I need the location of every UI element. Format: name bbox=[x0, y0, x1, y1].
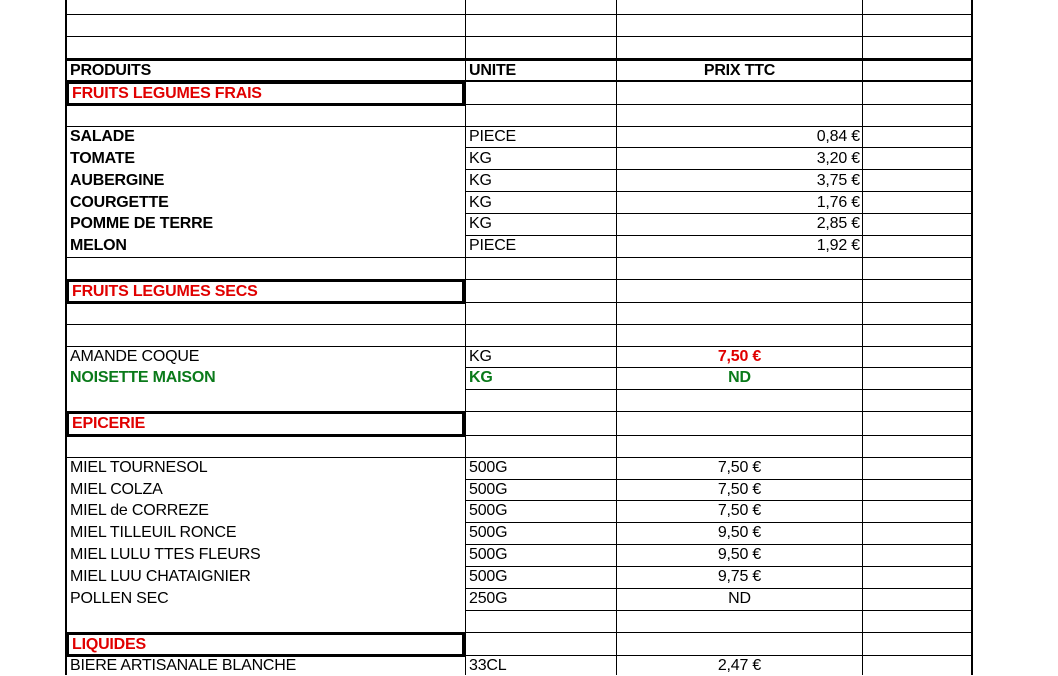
product-price: 2,85 € bbox=[816, 215, 860, 232]
table-header bbox=[66, 61, 972, 80]
product-unit: KG bbox=[469, 215, 492, 232]
product-name: AUBERGINE bbox=[70, 172, 165, 189]
product-unit: 500G bbox=[469, 502, 508, 519]
table-row bbox=[66, 214, 972, 234]
header-produits: PRODUITS bbox=[70, 62, 152, 79]
product-price: 9,50 € bbox=[717, 524, 762, 541]
grid-line bbox=[466, 147, 972, 148]
section-header-fruits-frais bbox=[66, 81, 465, 106]
product-name: MIEL TOURNESOL bbox=[70, 459, 208, 476]
product-price: 7,50 € bbox=[717, 348, 762, 365]
product-unit: KG bbox=[469, 194, 492, 211]
product-price: 3,20 € bbox=[816, 150, 860, 167]
product-price: 7,50 € bbox=[717, 502, 762, 519]
grid-line bbox=[466, 191, 972, 192]
table-row bbox=[66, 589, 972, 609]
table-row bbox=[66, 458, 972, 478]
product-name: MIEL COLZA bbox=[70, 481, 163, 498]
product-name: COURGETTE bbox=[70, 194, 169, 211]
grid-line bbox=[466, 169, 972, 170]
product-name: MELON bbox=[70, 237, 127, 254]
product-name: BIERE ARTISANALE BLANCHE bbox=[70, 657, 297, 674]
product-unit: 500G bbox=[469, 568, 508, 585]
product-price: 0,84 € bbox=[816, 128, 860, 145]
product-unit: 500G bbox=[469, 524, 508, 541]
section-title: FRUITS LEGUMES FRAIS bbox=[72, 85, 262, 102]
product-unit: KG bbox=[469, 172, 492, 189]
product-name: POMME DE TERRE bbox=[70, 215, 213, 232]
section-title: LIQUIDES bbox=[72, 636, 146, 653]
table-row bbox=[66, 567, 972, 587]
section-header-liquides bbox=[66, 632, 465, 657]
product-unit: KG bbox=[469, 150, 492, 167]
product-price: 2,47 € bbox=[717, 657, 762, 674]
product-name: SALADE bbox=[70, 128, 135, 145]
product-unit: KG bbox=[469, 369, 493, 386]
section-header-epicerie bbox=[66, 411, 465, 437]
product-unit: 250G bbox=[469, 590, 508, 607]
product-name: MIEL LUU CHATAIGNIER bbox=[70, 568, 251, 585]
grid-line bbox=[466, 411, 972, 412]
product-price: 1,76 € bbox=[816, 194, 860, 211]
table-row bbox=[66, 149, 972, 169]
grid-line bbox=[466, 302, 972, 303]
product-unit: KG bbox=[469, 348, 492, 365]
table-row bbox=[66, 193, 972, 213]
product-price: ND bbox=[728, 590, 751, 607]
grid-line bbox=[66, 36, 972, 37]
section-title: FRUITS LEGUMES SECS bbox=[72, 283, 258, 300]
product-price: 1,92 € bbox=[816, 237, 860, 254]
table-row bbox=[66, 480, 972, 500]
grid-line bbox=[66, 257, 972, 258]
product-unit: 500G bbox=[469, 481, 508, 498]
section-header-fruits-secs bbox=[66, 279, 465, 304]
product-unit: 33CL bbox=[469, 657, 507, 674]
grid-line bbox=[466, 389, 972, 390]
table-row bbox=[66, 523, 972, 543]
grid-line bbox=[466, 279, 972, 280]
table-row bbox=[66, 368, 972, 388]
product-name: NOISETTE MAISON bbox=[70, 369, 216, 386]
product-unit: 500G bbox=[469, 459, 508, 476]
product-name: AMANDE COQUE bbox=[70, 348, 200, 365]
product-name: MIEL LULU TTES FLEURS bbox=[70, 546, 261, 563]
table-row bbox=[66, 656, 972, 676]
grid-line bbox=[466, 632, 972, 633]
grid-line bbox=[66, 14, 972, 15]
product-name: TOMATE bbox=[70, 150, 135, 167]
product-price: 7,50 € bbox=[717, 459, 762, 476]
product-name: POLLEN SEC bbox=[70, 590, 169, 607]
product-price: 9,50 € bbox=[717, 546, 762, 563]
table-row bbox=[66, 236, 972, 256]
table-row bbox=[66, 127, 972, 147]
table-row bbox=[66, 501, 972, 521]
product-price: 7,50 € bbox=[717, 481, 762, 498]
product-name: MIEL de CORREZE bbox=[70, 502, 209, 519]
product-name: MIEL TILLEUIL RONCE bbox=[70, 524, 237, 541]
product-unit: PIECE bbox=[469, 128, 517, 145]
header-prix: PRIX TTC bbox=[703, 62, 776, 79]
grid-line bbox=[466, 610, 972, 611]
product-price: 9,75 € bbox=[717, 568, 762, 585]
section-title: EPICERIE bbox=[72, 415, 146, 432]
grid-line bbox=[466, 104, 972, 105]
grid-line bbox=[466, 435, 972, 436]
product-unit: PIECE bbox=[469, 237, 517, 254]
header-unite: UNITE bbox=[469, 62, 517, 79]
grid-line bbox=[66, 324, 972, 325]
table-row bbox=[66, 545, 972, 565]
product-price: ND bbox=[728, 369, 751, 386]
product-unit: 500G bbox=[469, 546, 508, 563]
table-row bbox=[66, 347, 972, 367]
table-row bbox=[66, 171, 972, 191]
product-price: 3,75 € bbox=[816, 172, 860, 189]
